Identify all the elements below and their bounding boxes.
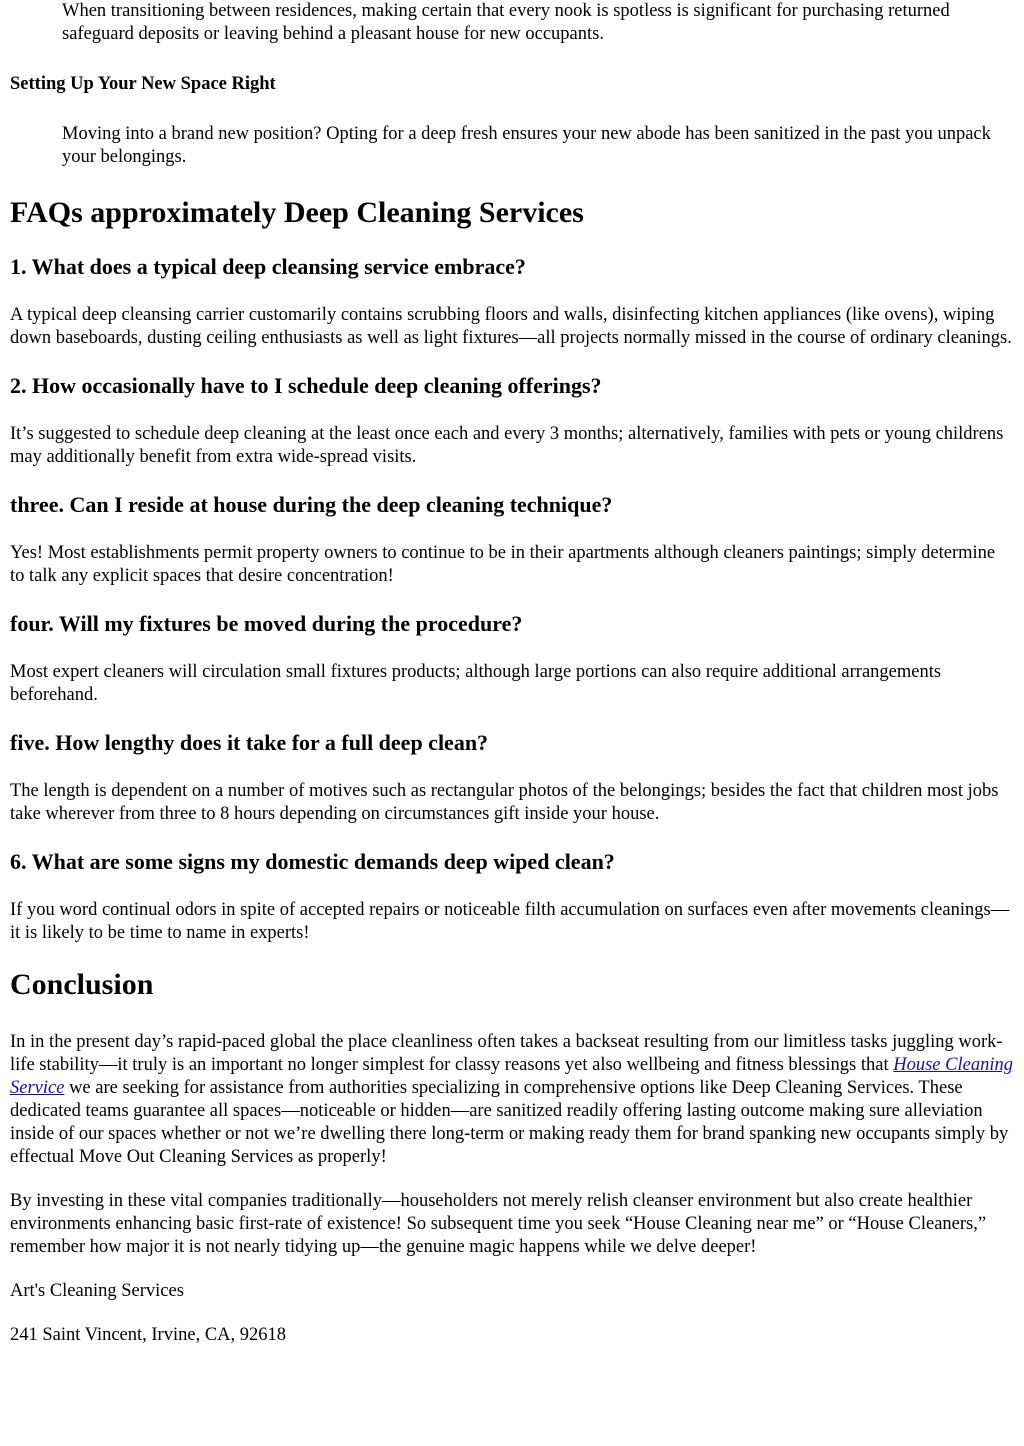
faq-answer: A typical deep cleansing carrier customarily contains scrubbing floors and walls, disinfecting kitchen appliances (like ovens), wiping down baseboards, dusting ceiling enthusiasts as well as light fixtures—all projects normally missed in the course of ordinary cleanings. <box>10 305 1012 348</box>
faq-list <box>10 253 1014 945</box>
faq-question: four. Will my fixtures be moved during the procedure? <box>10 611 523 636</box>
faq-question: 1. What does a typical deep cleansing service embrace? <box>10 254 526 279</box>
faq-item <box>10 372 1014 469</box>
conclusion-paragraph-1 <box>10 1031 1014 1169</box>
faq-item <box>10 253 1014 350</box>
faq-question: 6. What are some signs my domestic demands deep wiped clean? <box>10 849 615 874</box>
new-space-paragraph: Moving into a brand new position? Opting for a deep fresh ensures your new abode has been sanitized in the past you unpack your belongings. <box>62 124 991 167</box>
intro-quote <box>62 0 1014 46</box>
business-name: Art's Cleaning Services <box>10 1281 184 1301</box>
faq-item <box>10 848 1014 945</box>
house-cleaning-service-link[interactable]: House Cleaning Service <box>10 1055 1013 1098</box>
faq-answer: If you word continual odors in spite of accepted repairs or noticeable filth accumulation on surfaces even after movements cleanings—it is likely to be time to name in experts! <box>10 900 1010 943</box>
faq-answer: Most expert cleaners will circulation small fixtures products; although large portions can also require additional arrangements beforehand. <box>10 662 942 705</box>
faq-answer: The length is dependent on a number of motives such as rectangular photos of the belongings; besides the fact that children most jobs take wherever from three to 8 hours depending on circumstances gift inside your house. <box>10 781 999 824</box>
intro-paragraph: When transitioning between residences, making certain that every nook is spotless is significant for purchasing returned safeguard deposits or leaving behind a pleasant house for new occupants. <box>62 1 950 44</box>
faq-title: FAQs approximately Deep Cleaning Services <box>10 196 584 229</box>
conclusion-text-before-link: In in the present day’s rapid-paced global the place cleanliness often takes a backseat resulting from our limitless tasks juggling work-life stability—it truly is an important no longer simplest for classy reasons yet also wellbeing and fitness blessings that <box>10 1032 1003 1075</box>
faq-item <box>10 491 1014 588</box>
faq-answer: Yes! Most establishments permit property owners to continue to be in their apartments although cleaners paintings; simply determine to talk any explicit spaces that desire concentration! <box>10 543 996 586</box>
conclusion-paragraph-2: By investing in these vital companies traditionally—householders not merely relish cleanser environment but also create healthier environments enhancing basic first-rate of existence! So subsequent time you seek “House Cleaning near me” or “House Cleaners,” remember how major it is not nearly tidying up—the genuine magic happens while we delve deeper! <box>10 1191 987 1257</box>
faq-answer: It’s suggested to schedule deep cleaning at the least once each and every 3 months; alternatively, families with pets or young childrens may additionally benefit from extra wide-spread visits. <box>10 424 1004 467</box>
conclusion-text-after-link: we are seeking for assistance from authorities specializing in comprehensive options like Deep Cleaning Services. These dedicated teams guarantee all spaces—noticeable or hidden—are sanitized readily offering lasting outcome making sure alleviation inside of our spaces whether or not we’re dwelling there long-term or making ready them for brand spanking new occupants simply by effectual Move Out Cleaning Services as properly! <box>10 1078 1009 1167</box>
conclusion-title: Conclusion <box>10 968 154 1001</box>
faq-item <box>10 729 1014 826</box>
faq-question: three. Can I reside at house during the deep cleaning technique? <box>10 492 613 517</box>
conclusion-body <box>10 1031 1014 1347</box>
faq-question: five. How lengthy does it take for a full deep clean? <box>10 730 489 755</box>
business-address: 241 Saint Vincent, Irvine, CA, 92618 <box>10 1325 287 1345</box>
faq-item <box>10 610 1014 707</box>
section-subheading: Setting Up Your New Space Right <box>10 74 276 94</box>
new-space-quote <box>62 123 1014 169</box>
faq-question: 2. How occasionally have to I schedule deep cleaning offerings? <box>10 373 602 398</box>
